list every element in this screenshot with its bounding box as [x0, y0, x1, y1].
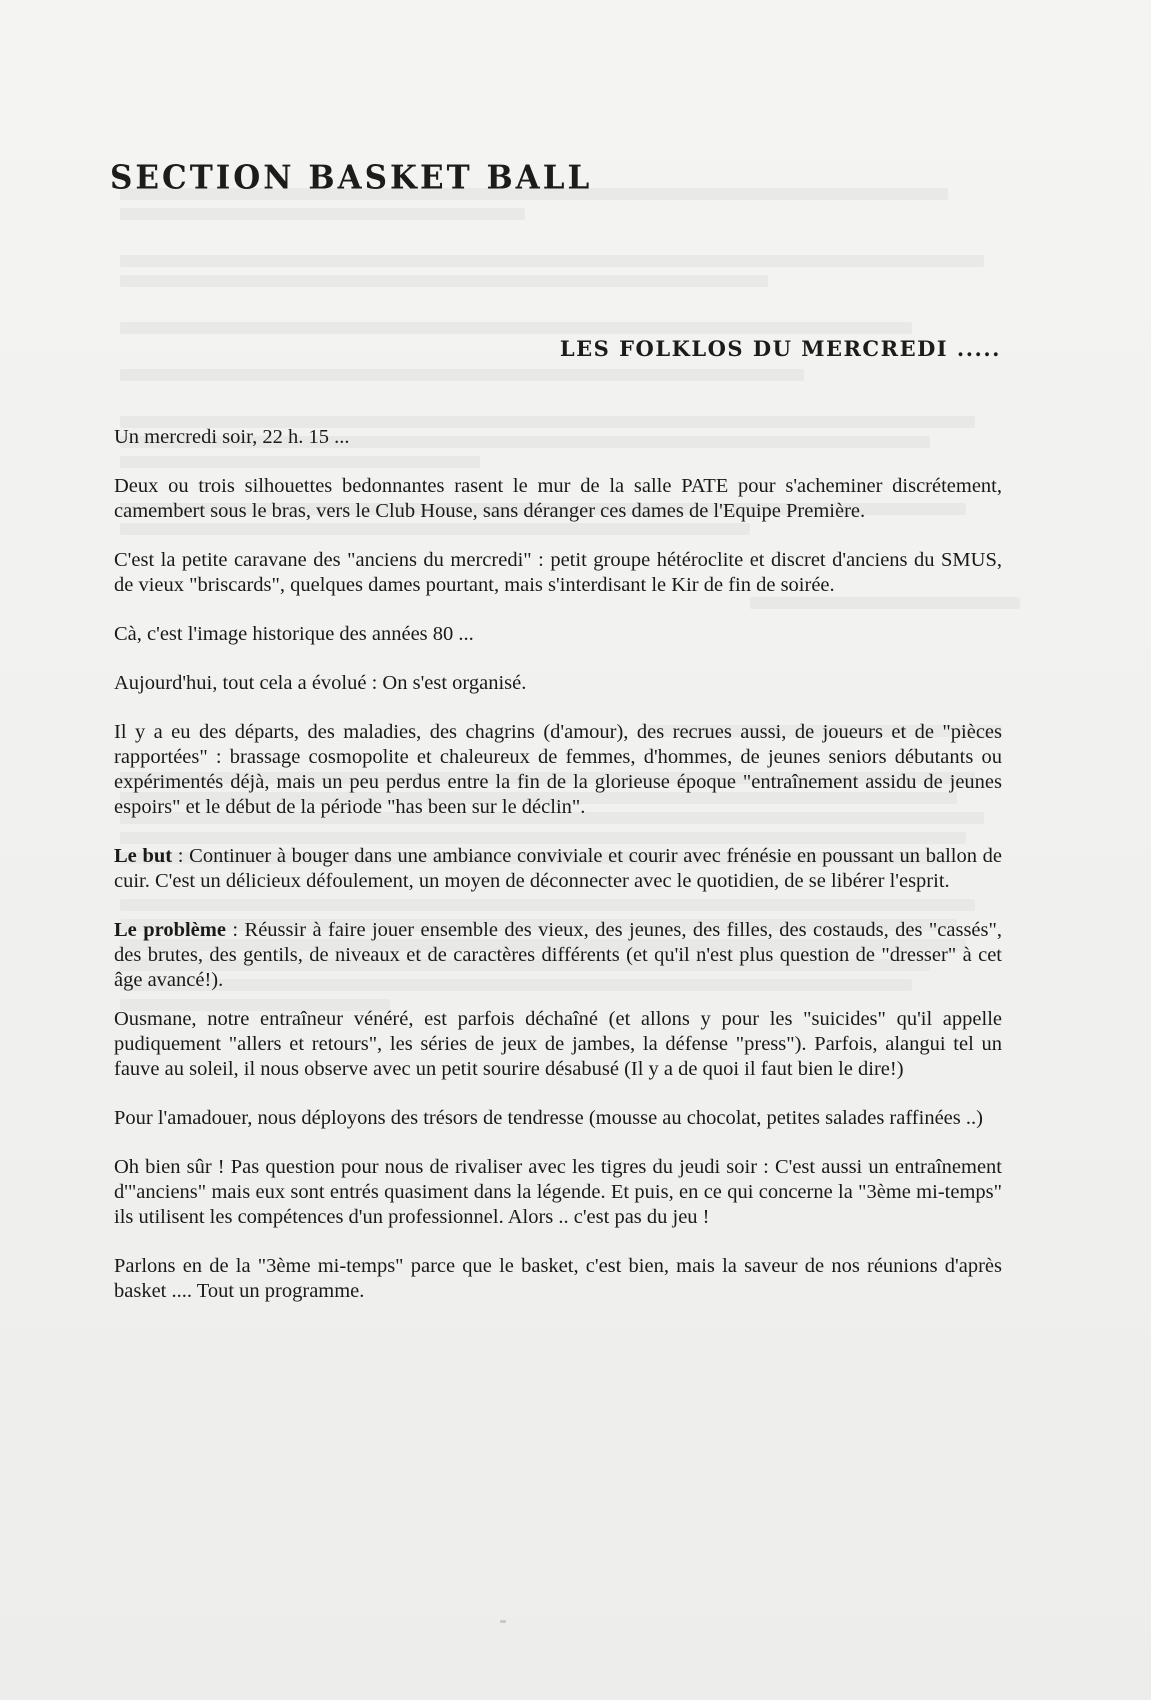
- page-mark: [500, 1620, 506, 1623]
- text-le-probleme: : Réussir à faire jouer ensemble des vieux, des jeunes, des filles, des costauds, des "cassés", des brutes, des gentils, de niveaux et de caractères différents (et qu'il n'est plus question de "dresser" à cet âge avancé!).: [114, 919, 1003, 991]
- text-le-but: : Continuer à bouger dans une ambiance conviviale et courir avec frénésie en poussant un ballon de cuir. C'est un délicieux défoulement, un moyen de déconnecter avec le quotidien, de se libérer l'esprit.: [114, 845, 1002, 892]
- article-subtitle: LES FOLKLOS DU MERCREDI .....: [559, 336, 1001, 361]
- paragraph-le-probleme: [114, 918, 1002, 993]
- paragraph-ousmane: Ousmane, notre entraîneur vénéré, est parfois déchaîné (et allons y pour les "suicides" qu'il appelle pudiquement "allers et retours", les séries de jeux de jambes, la défense "press"). Parfois, alangui tel un fauve au soleil, il nous observe avec un petit sourire désabusé (Il y a de quoi il faut bien le dire!): [114, 1008, 1002, 1080]
- paragraph-departs: Il y a eu des départs, des maladies, des chagrins (d'amour), des recrues aussi, de joueurs et de "pièces rapportées" : brassage cosmopolite et chaleureux de femmes, d'hommes, de jeunes seniors débutants ou expérimentés déjà, mais un peu perdus entre la fin de la glorieuse époque "entraînement assidu de jeunes espoirs" et le début de la période "has been sur le déclin".: [114, 721, 1002, 818]
- paragraph-silhouettes: Deux ou trois silhouettes bedonnantes rasent le mur de la salle PATE pour s'acheminer discrétement, camembert sous le bras, vers le Club House, sans déranger ces dames de l'Equipe Première.: [114, 475, 1002, 522]
- paragraph-image-historique: Cà, c'est l'image historique des années 80 ...: [114, 623, 474, 645]
- paragraph-caravane: C'est la petite caravane des "anciens du mercredi" : petit groupe hétéroclite et discret d'anciens du SMUS, de vieux "briscards", quelques dames pourtant, mais s'interdisant le Kir de fin de soirée.: [114, 549, 1002, 596]
- article-body: [114, 425, 1002, 1304]
- paragraph-troisieme-mi-temps: Parlons en de la "3ème mi-temps" parce que le basket, c'est bien, mais la saveur de nos réunions d'après basket .... Tout un programme.: [114, 1255, 1002, 1302]
- paragraph-le-but: [114, 844, 1002, 894]
- section-title: SECTION BASKET BALL: [110, 159, 593, 197]
- label-le-probleme: Le problème: [114, 919, 226, 941]
- paragraph-intro: Un mercredi soir, 22 h. 15 ...: [114, 426, 350, 448]
- paragraph-amadouer: Pour l'amadouer, nous déployons des trésors de tendresse (mousse au chocolat, petites salades raffinées ..): [114, 1107, 983, 1129]
- paragraph-aujourdhui: Aujourd'hui, tout cela a évolué : On s'est organisé.: [114, 672, 527, 694]
- label-le-but: Le but: [114, 845, 173, 867]
- paragraph-tigres: Oh bien sûr ! Pas question pour nous de rivaliser avec les tigres du jeudi soir : C'est aussi un entraînement d'"anciens" mais eux sont entrés quasiment dans la légende. Et puis, en ce qui concerne la "3ème mi-temps" ils utilisent les compétences d'un professionnel. Alors .. c'est pas du jeu !: [114, 1156, 1002, 1228]
